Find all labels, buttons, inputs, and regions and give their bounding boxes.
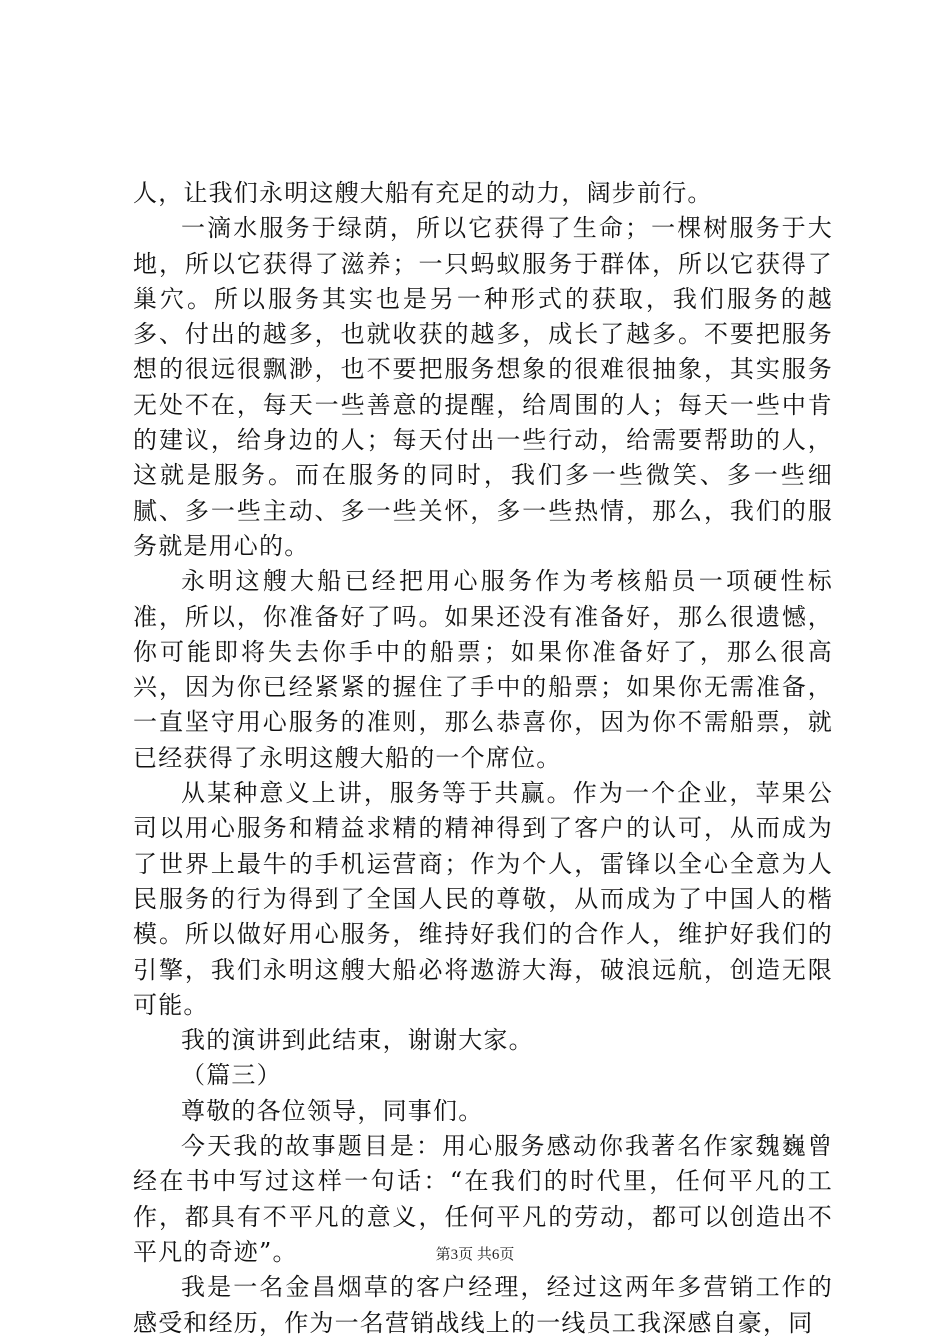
paragraph-continuation: 人，让我们永明这艘大船有充足的动力，阔步前行。 bbox=[133, 179, 713, 207]
paragraph: 永明这艘大船已经把用心服务作为考核船员一项硬性标准，所以，你准备好了吗。如果还没有准备好，那么很遗憾，你可能即将失去你手中的船票；如果你准备好了，那么很高兴，因为你已经紧紧的握住了手中的船票；如果你无需准备，一直坚守用心服务的准则，那么恭喜你，因为你不需船票，就已经获得了永明这艘大船的一个席位。 bbox=[133, 567, 833, 772]
salutation: 尊敬的各位领导，同事们。 bbox=[181, 1096, 484, 1125]
paragraph: 我是一名金昌烟草的客户经理，经过这两年多营销工作的感受和经历，作为一名营销战线上的一线员工我深感自豪，同 bbox=[133, 1273, 833, 1337]
paragraph: 一滴水服务于绿荫，所以它获得了生命；一棵树服务于大地，所以它获得了滋养；一只蚂蚁服务于群体，所以它获得了巢穴。所以服务其实也是另一种形式的获取，我们服务的越多、付出的越多，也就收获的越多，成长了越多。不要把服务想的很远很飘渺，也不要把服务想象的很难很抽象，其实服务无处不在，每天一些善意的提醒，给周围的人；每天一些中肯的建议，给身边的人；每天付出一些行动，给需要帮助的人，这就是服务。而在服务的同时，我们多一些微笑、多一些细腻、多一些主动、多一些关怀，多一些热情，那么，我们的服务就是用心的。 bbox=[133, 214, 833, 560]
document-body bbox=[133, 176, 833, 1341]
paragraph: 从某种意义上讲，服务等于共赢。作为一个企业，苹果公司以用心服务和精益求精的精神得到了客户的认可，从而成为了世界上最牛的手机运营商；作为个人，雷锋以全心全意为人民服务的行为得到了全国人民的尊敬，从而成为了中国人的楷模。所以做好用心服务，维持好我们的合作人，维护好我们的引擎，我们永明这艘大船必将遨游大海，破浪远航，创造无限可能。 bbox=[133, 779, 833, 1019]
section-heading: （篇三） bbox=[181, 1061, 282, 1090]
page-number-footer: 第3页 共6页 bbox=[435, 1247, 515, 1263]
closing-line: 我的演讲到此结束，谢谢大家。 bbox=[181, 1026, 534, 1055]
paragraph: 今天我的故事题目是：用心服务感动你我著名作家魏巍曾经在书中写过这样一句话：“在我们的时代里，任何平凡的工作，都具有不平凡的意义，任何平凡的劳动，都可以创造出不平凡的奇迹”。 bbox=[133, 1132, 833, 1266]
